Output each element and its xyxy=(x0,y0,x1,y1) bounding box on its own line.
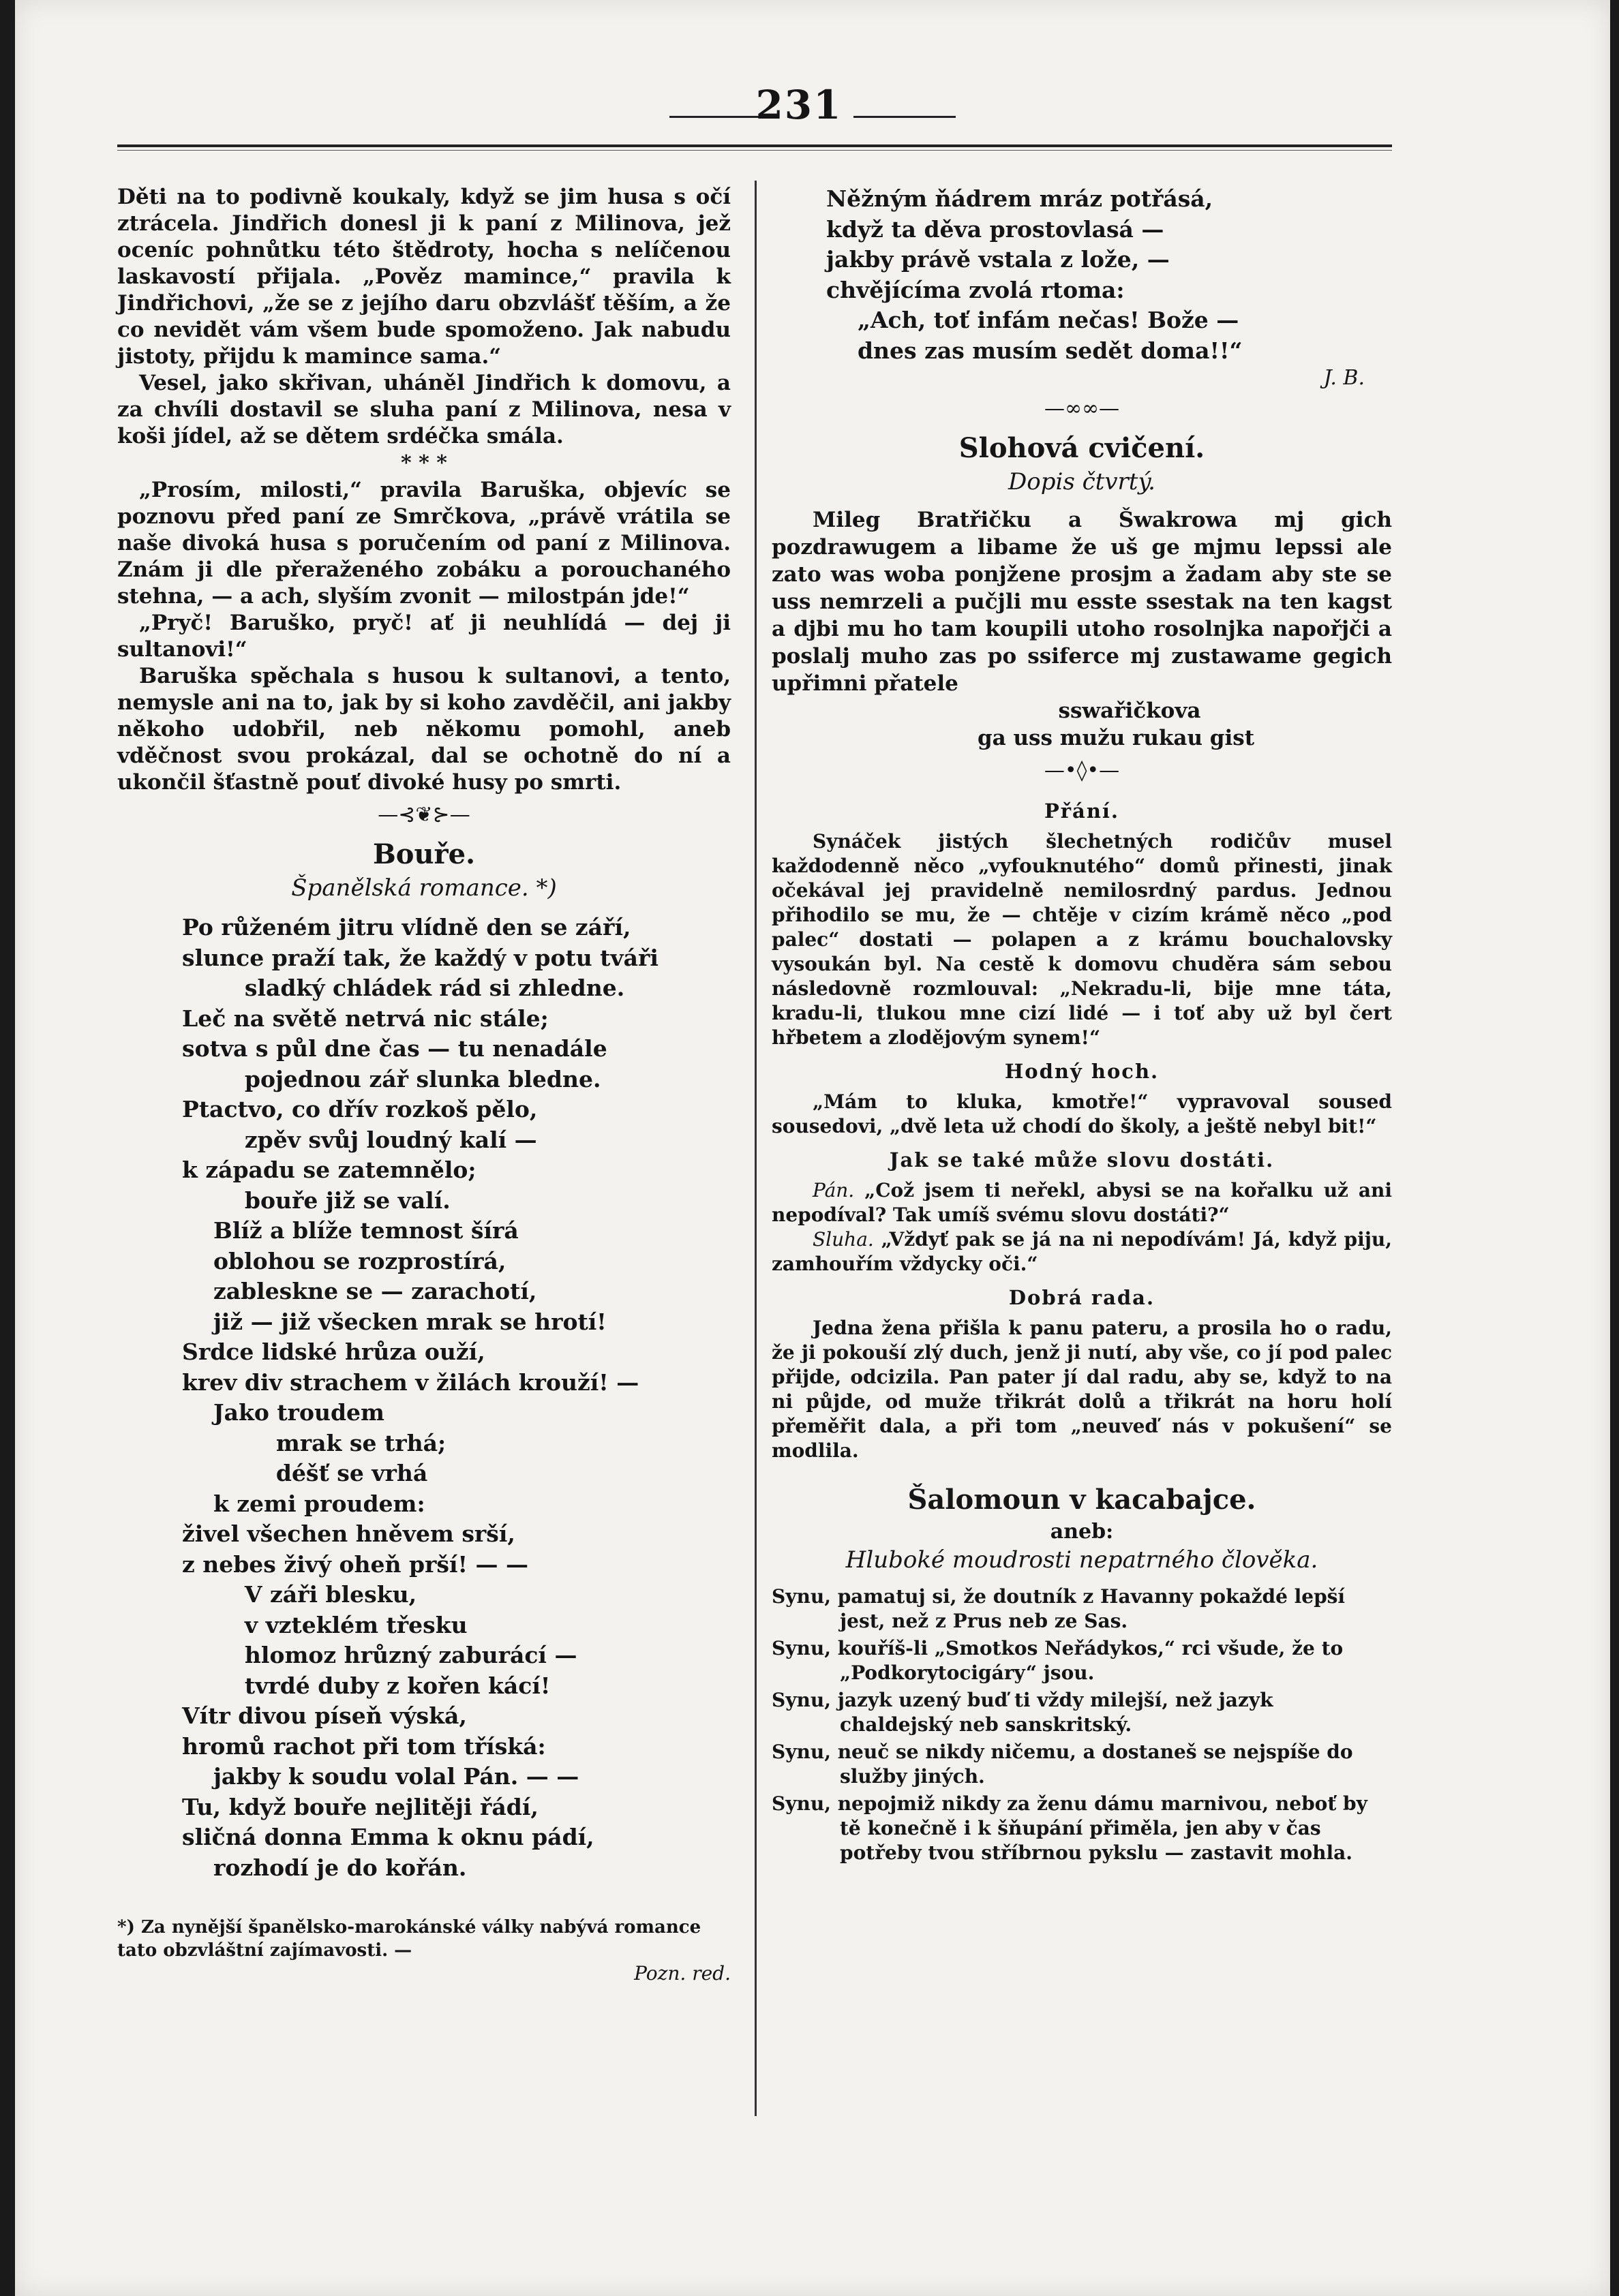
poem-line: oblohou se rozprostírá, xyxy=(182,1247,506,1274)
poem-line: k západu se zatemnělo; xyxy=(182,1157,476,1183)
page-number: 231 xyxy=(755,82,843,128)
speaker: Sluha. xyxy=(813,1228,874,1251)
poem-line: k zemi proudem: xyxy=(182,1490,425,1517)
story-paragraph: Děti na to podivně koukaly, když se jim husa s očí ztrácela. Jindřich donesl ji k paní z Milinova, jež oceníc pohnůtku této štědroty, hocha s nelíčenou laskavostí přijala. „Pověz mamince,“ pravila k Jindřichovi, „že se z jejího daru obzvlášť těším, a že co nevidět vám všem bude spomoženo. Jak nabudu jistoty, přijdu k mamince sama.“ xyxy=(117,185,731,369)
story-paragraph: Baruška spěchala s husou k sultanovi, a tento, nemysle ani na to, jak by si koho zavděčil, ani jakby někoho udobřil, neb někomu pomohl, aneb vděčnost svou prokázal, dal se ochotně do ní a ukončil šťastně pouť divoké husy po smrti. xyxy=(117,664,731,795)
speaker: Pán. xyxy=(813,1179,855,1201)
poem-line: v vzteklém třesku xyxy=(182,1611,468,1638)
section-stars: * * * xyxy=(401,451,447,475)
poem-line: mrak se trhá; xyxy=(182,1429,447,1456)
aneb: aneb: xyxy=(1050,1520,1114,1544)
header-rule-thin xyxy=(117,150,1392,151)
footnote-signature: Pozn. red. xyxy=(634,1962,731,1985)
ornament-divider: —⊰❦⊱— xyxy=(378,803,470,827)
poem-line: Blíž a blíže temnost šírá xyxy=(182,1217,519,1244)
footnote: *) Za nynější španělsko-marokánské války nabývá romance tato obzvláštní zajímavosti. — xyxy=(117,1917,701,1961)
hodny-text: „Mám to kluka, kmotře!“ vypravoval soused sousedovi, „dvě leta už chodí do školy, a ještě nebyl bit!“ xyxy=(772,1090,1392,1137)
poem-line: sladký chládek rád si zhledne. xyxy=(182,975,625,1001)
salomoun-subtitle: Hluboké moudrosti nepatrného člověka. xyxy=(845,1546,1318,1574)
poem-line: krev div strachem v žilách krouží! — xyxy=(182,1368,639,1396)
column-divider xyxy=(755,181,757,2116)
heading-prani: Přání. xyxy=(1044,799,1120,823)
left-column xyxy=(117,184,731,1985)
page-number-dash-right xyxy=(853,116,956,118)
poem-end xyxy=(772,184,1392,366)
section-title: Slohová cvičení. xyxy=(958,432,1205,464)
poem-line: Tu, když bouře nejlitěji řádí, xyxy=(182,1793,539,1820)
poem-line: sličná donna Emma k oknu pádí, xyxy=(182,1824,594,1850)
poem-line: z nebes živý oheň prší! — — xyxy=(182,1550,528,1578)
dialog-line xyxy=(772,1227,1392,1276)
synu-item: Synu, neuč se nikdy ničemu, a dostaneš se nejspíše do služby jiných. xyxy=(772,1741,1353,1788)
poem-line: Leč na světě netrvá nic stále; xyxy=(182,1005,549,1032)
header-rule xyxy=(117,144,1392,147)
dialog-line xyxy=(772,1178,1392,1227)
poem-line: jakby právě vstala z lože, — xyxy=(826,246,1170,273)
story-paragraph: Vesel, jako skřivan, uháněl Jindřich k domovu, a za chvíli dostavil se sluha paní z Milinova, nesa v koši jídel, až se dětem srdéčka smála. xyxy=(117,371,731,448)
poem-line: bouře již se valí. xyxy=(182,1187,451,1214)
spacer xyxy=(117,1883,731,1916)
poem-line: pojednou zář slunka bledne. xyxy=(182,1065,601,1092)
poem-line: hlomoz hrůzný zaburácí — xyxy=(182,1642,577,1668)
letter-text: Mileg Bratřičku a Šwakrowa mj gich pozdrawugem a libame že uš ge mjmu lepssi ale zato was woba ponjžene prosjm a žadam aby ste se uss nemrzeli a pučjli mu esste ssestak na ten kagst a djbi mu ho tam koupili utoho rosolnjka napořjči a poslalj muho zas po ssiferce mj zustawame gegich upřimni přatele xyxy=(772,508,1392,696)
poem-line: Po růženém jitru vlídně den se září, xyxy=(182,914,631,940)
poem-line: V záři blesku, xyxy=(182,1581,417,1608)
poem-line: rozhodí je do kořán. xyxy=(182,1854,467,1881)
story-paragraph: „Prosím, milosti,“ pravila Baruška, objevíc se poznovu před paní ze Smrčkova, „právě vrátila se naše divoká husa s poručením od paní z Milinova. Znám ji dle přeraženého zobáku a porouchaného stehna, — a ach, slyším zvonit — milostpán jde!“ xyxy=(117,478,731,609)
poem-line: Jako troudem xyxy=(182,1399,384,1426)
poem-line: živel všechen hněvem srší, xyxy=(182,1520,515,1547)
synu-item: Synu, nepojmiž nikdy za ženu dámu marnivou, neboť by tě konečně i k šňupání přiměla, jen aby v čas potřeby tvou stříbrnou pykslu — zastavit mohla. xyxy=(772,1792,1367,1864)
poem-line: tvrdé duby z kořen kácí! xyxy=(182,1672,551,1699)
poem xyxy=(117,913,731,1883)
right-column xyxy=(772,184,1392,1868)
poem-line: již — již všecken mrak se hrotí! xyxy=(182,1308,607,1335)
poem-line: déšť se vrhá xyxy=(182,1460,428,1486)
poem-title: Bouře. xyxy=(372,838,476,870)
heading-slovu: Jak se také může slovu dostáti. xyxy=(889,1148,1275,1172)
dialog-text: „Vždyť pak se já na ni nepodívám! Já, když piju, zamhouřím vždycky oči.“ xyxy=(772,1228,1392,1275)
poem-line: sotva s půl dne čas — tu nenadále xyxy=(182,1035,607,1062)
rada-text: Jedna žena přišla k panu pateru, a prosila ho o radu, že ji pokouší zlý duch, jenž ji nutí, aby vše, co jí pod palec přijde, odcizila. Pan pater jí dal radu, aby se, když to na ni půjde, od mužе třikrát dolů a třikrát na horu holí přeměřit dala, a při tom „neuveď nás v pokušení“ se modlila. xyxy=(772,1317,1392,1462)
poem-line: Vítr divou píseň výská, xyxy=(182,1702,467,1729)
poem-line: Něžným ňádrem mráz potřásá, xyxy=(826,185,1213,212)
poem-line: slunce praží tak, že každý v potu tváři xyxy=(182,944,659,971)
poem-signature: J. B. xyxy=(1323,366,1365,390)
heading-salomoun: Šalomoun v kacabajce. xyxy=(907,1484,1256,1516)
poem-line: dnes zas musím sedět doma!!“ xyxy=(826,337,1243,364)
heading-dobra-rada: Dobrá rada. xyxy=(1008,1286,1155,1309)
synu-item: Synu, pamatuj si, že doutník z Havanny pokaždé lepší jest, než z Prus neb ze Sas. xyxy=(772,1585,1346,1632)
synu-item: Synu, jazyk uzený buď ti vždy milejší, než jazyk chaldejský neb sanskritský. xyxy=(772,1689,1273,1736)
poem-line: hromů rachot při tom tříská: xyxy=(182,1732,546,1760)
poem-subtitle: Španělská romance. *) xyxy=(291,874,557,902)
poem-line: Srdce lidské hrůza ouží, xyxy=(182,1338,485,1365)
poem-line: zpěv svůj loudný kalí — xyxy=(182,1126,537,1153)
poem-line: Ptactvo, co dřív rozkoš pělo, xyxy=(182,1096,538,1122)
dialog-text: „Což jsem ti neřekl, abysi se na kořalku už ani nepodíval? Tak umíš svému slovu dostáti?“ xyxy=(772,1179,1393,1226)
prani-text: Synáček jistých šlechetných rodičův musel každodenně něco „vyfouknutého“ domů přinesti, jinak očekával jej pravidelně nemilosrdný pardus. Jednou přihodilo se mu, že — chtěje v cizím krámě něco „pod palec“ dostati — polapen a z krámu bouchalovsky vysoukán byl. Na cestě k domovu chuděra sám sebou následovně rozmlouval: „Nekradu-li, bije mne táta, kradu-li, tlukou mne cizí lidé — i toť aby už byl čert hřbetem a zlodějovým synem!“ xyxy=(772,830,1392,1049)
ornament-divider: —∞∞— xyxy=(1044,397,1119,420)
poem-line: chvějícíma zvolá rtoma: xyxy=(826,276,1125,303)
poem-line: zableskne se — zarachotí, xyxy=(182,1278,537,1304)
newspaper-page xyxy=(15,0,1610,2296)
section-subtitle: Dopis čtvrtý. xyxy=(1008,468,1155,495)
ornament-divider: —•◊•— xyxy=(1044,759,1120,782)
poem-line: jakby k soudu volal Pán. — — xyxy=(182,1763,579,1790)
poem-line: když ta děva prostovlasá — xyxy=(826,215,1164,243)
poem-line: „Ach, toť infám nečas! Bože — xyxy=(826,307,1239,333)
story-paragraph: „Pryč! Baruško, pryč! ať ji neuhlídá — dej ji sultanovi!“ xyxy=(117,611,731,662)
synu-item: Synu, kouříš-li „Smotkos Neřádykos,“ rci všude, že to „Podkorytocigáry“ jsou. xyxy=(772,1637,1344,1684)
letter-signature: sswařičkova xyxy=(1058,699,1201,723)
letter-signature: ga uss mužu rukau gist xyxy=(977,726,1255,750)
heading-hodny-hoch: Hodný hoch. xyxy=(1004,1060,1160,1083)
